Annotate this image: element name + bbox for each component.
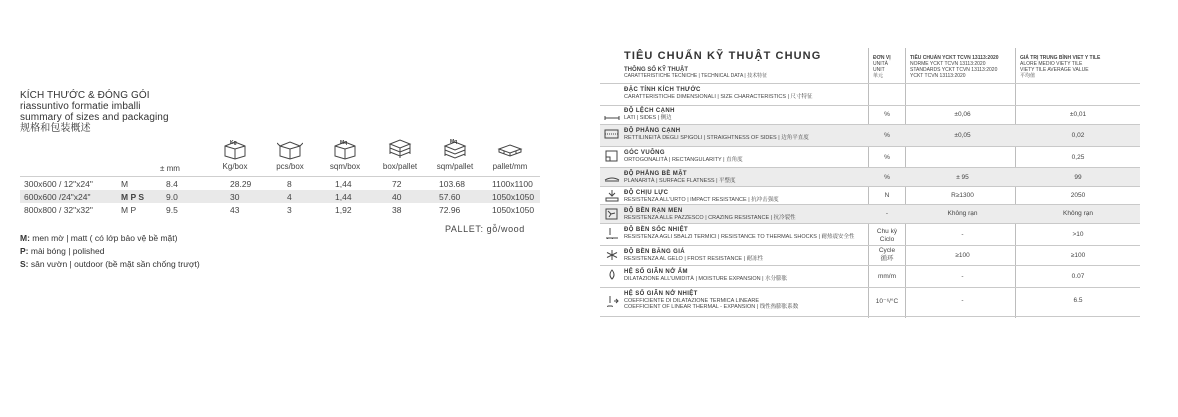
- standard-header-zh: YCKT TCVN 13113:2020: [910, 73, 966, 79]
- legend-text: sân vườn | outdoor (bề mặt sần chống trượt): [28, 259, 200, 269]
- row-value: 0,02: [1071, 132, 1085, 139]
- table-row: [600, 125, 1140, 147]
- row-sqm-pallet: 103.68: [439, 179, 465, 189]
- row-title: ĐỘ LỆCH CẠNH: [624, 108, 675, 114]
- row-mm: 9.5: [166, 205, 178, 215]
- value-header-zh: 平均值: [1020, 73, 1036, 79]
- row-size: 800x800 / 32"x32": [24, 205, 93, 215]
- pcs-box-label: pcs/box: [276, 162, 304, 171]
- row-sub: RESISTENZA AL GELO | FROST RESISTANCE | 耐冻性: [624, 255, 764, 262]
- value-header-it: ALORE MEDIO VIETY TILE: [1020, 61, 1083, 67]
- table-row: [600, 224, 1140, 246]
- legend-item: [20, 232, 200, 245]
- row-finish: M P S: [121, 192, 144, 202]
- legend-text: mài bóng | polished: [28, 246, 105, 256]
- tech-data-subtitle: [624, 67, 767, 79]
- row-size: 600x600 /24"x24": [24, 192, 91, 202]
- legend-item: [20, 245, 200, 258]
- row-label: [624, 249, 763, 262]
- row-unit: mm/m: [877, 273, 897, 280]
- pallet-mm-icon: [480, 138, 540, 171]
- unit-header-en: UNIT: [873, 67, 885, 73]
- row-sub: RETTILINEITÀ DEGLI SPIGOLI | STRAIGHTNESS OF SIDES | 边角平直度: [624, 134, 809, 141]
- row-unit-line: Ciclo: [879, 236, 895, 243]
- finish-legend: [20, 232, 200, 271]
- row-title: ĐỘ BỀN BĂNG GIÁ: [624, 249, 686, 255]
- box-pallet-icon: [370, 138, 430, 171]
- table-row: [20, 177, 540, 190]
- row-unit-line: 循环: [880, 255, 894, 262]
- title-it: riassuntivo formatie imballi: [20, 101, 141, 112]
- row-unit: %: [884, 174, 890, 181]
- pcs-box-icon: [260, 138, 320, 171]
- title-zh: 规格和包装概述: [20, 123, 91, 134]
- sqm-box-label: sqm/box: [329, 162, 361, 171]
- legend-item: [20, 258, 200, 271]
- row-pallet-mm: 1100x1100: [492, 179, 533, 189]
- value-header-vi: GIÁ TRỊ TRUNG BÌNH VIET Y TILE: [1020, 55, 1101, 61]
- row-sub: ORTOGONALITÀ | RECTANGULARITY | 直角度: [624, 156, 743, 163]
- sqm-pallet-icon: [425, 138, 485, 171]
- row-title: ĐỘ BỀN RẠN MEN: [624, 208, 683, 214]
- standard-header-en: STANDARDS YCKT TCVN 13113:2020: [910, 67, 998, 73]
- unit-header-vi: ĐƠN VỊ: [873, 55, 891, 61]
- table-row: [600, 168, 1140, 187]
- row-label: [624, 190, 779, 203]
- row-value: 0.07: [1071, 273, 1085, 280]
- row-label: [624, 171, 736, 184]
- row-sub: DILATAZIONE ALL'UMIDITÀ | MOISTURE EXPANSION | 水分膨胀: [624, 275, 788, 282]
- row-standard: R≥1300: [951, 192, 974, 199]
- row-label: [624, 269, 787, 282]
- standard-header: [910, 55, 999, 79]
- row-unit: N: [884, 192, 890, 199]
- row-value: 2050: [1070, 192, 1086, 199]
- row-sub: RESISTENZA ALLE PAZZESCO | CRAZING RESISTANCE | 抗冷裂性: [624, 214, 796, 221]
- row-standard: Không rạn: [947, 210, 978, 217]
- row-kg-box: 30: [230, 192, 240, 202]
- row-sub: PLANARITÀ | SURFACE FLATNESS | 平整度: [624, 177, 736, 184]
- row-sub: RESISTENZA ALL'URTO | IMPACT RESISTANCE | 抗冲击强度: [624, 196, 779, 203]
- packaging-icons-row: [160, 138, 540, 178]
- side-length-icon: [604, 108, 620, 120]
- row-size: 300x600 / 12"x24": [24, 179, 93, 189]
- pallet-mm-label: pallet/mm: [492, 162, 528, 171]
- row-title: GÓC VUÔNG: [624, 150, 665, 156]
- row-sub: COEFFICIENT OF LINEAR THERMAL - EXPANSION | 线性热膨胀系数: [624, 304, 799, 310]
- table-row: [600, 246, 1140, 266]
- unit-header: [873, 55, 891, 79]
- row-box-pallet: 72: [392, 179, 402, 189]
- row-unit-line: Cycle: [878, 247, 896, 254]
- row-value: 6.5: [1073, 297, 1083, 304]
- sqm-box-icon: [315, 138, 375, 171]
- svg-text:Mq: Mq: [450, 139, 458, 145]
- dimensional-section-text: [624, 87, 813, 100]
- row-sqm-pallet: 57.60: [439, 192, 461, 202]
- row-label: [624, 150, 743, 163]
- straightness-icon: [604, 128, 620, 140]
- row-label: [624, 128, 809, 141]
- dimensional-section: [600, 83, 1140, 106]
- row-standard: -: [961, 273, 964, 280]
- row-pallet-mm: 1050x1050: [492, 192, 535, 202]
- legend-text: men mờ | matt ( có lớp bảo vệ bề mặt): [29, 233, 178, 243]
- thermal-expansion-icon: [604, 295, 620, 307]
- unit-header-zh: 单元: [873, 73, 884, 79]
- title-vi: KÍCH THƯỚC & ĐÓNG GÓI: [20, 90, 150, 101]
- row-mm: 8.4: [166, 179, 178, 189]
- crazing-icon: [604, 208, 620, 220]
- row-mm: 9.0: [166, 192, 178, 202]
- rectangularity-icon: [604, 150, 620, 162]
- row-finish: M P: [121, 205, 137, 215]
- row-label: [624, 208, 796, 221]
- row-value: Không rạn: [1063, 210, 1093, 217]
- table-row: [600, 266, 1140, 288]
- row-sub: COEFFICIENTE DI DILATAZIONE TERMICA LINEARE: [624, 297, 760, 304]
- row-pallet-mm: 1050x1050: [492, 205, 535, 215]
- sizes-packaging-title: [20, 90, 169, 134]
- row-unit: %: [884, 111, 890, 118]
- row-label: [624, 291, 798, 311]
- dimensional-sub: CARATTERISTICHE DIMENSIONALI | SIZE CHARACTERISTICS | 尺寸特征: [624, 93, 813, 100]
- svg-text:Mq: Mq: [340, 140, 348, 146]
- row-title: HỆ SỐ GIÃN NỞ ẨM: [624, 269, 688, 275]
- kg-box-label: Kg/box: [222, 162, 248, 171]
- table-row: [600, 205, 1140, 224]
- row-value: ≥100: [1070, 252, 1086, 259]
- row-standard: ±0,05: [954, 132, 971, 139]
- table-row: [600, 105, 1140, 125]
- standard-header-it: NORME YCKT TCVN 13113:2020: [910, 61, 986, 67]
- table-row: [20, 190, 540, 203]
- title-en: summary of sizes and packaging: [20, 112, 169, 123]
- row-value: >10: [1072, 231, 1084, 238]
- legend-key: M:: [20, 233, 30, 243]
- row-title: ĐỘ PHẲNG BỀ MẶT: [624, 171, 687, 177]
- row-title: HỆ SỐ GIÃN NỞ NHIỆT: [624, 291, 698, 297]
- thickness-mm-label: ± mm: [160, 164, 180, 173]
- row-unit: [870, 247, 904, 263]
- value-header: [1020, 55, 1100, 79]
- impact-icon: [604, 190, 620, 202]
- legend-key: S:: [20, 259, 29, 269]
- tech-data-heading: THÔNG SỐ KỸ THUẬT: [624, 67, 688, 73]
- row-standard: -: [961, 297, 964, 304]
- moisture-icon: [604, 269, 620, 281]
- row-kg-box: 43: [230, 205, 240, 215]
- row-title: ĐỘ PHẲNG CẠNH: [624, 128, 681, 134]
- row-title: ĐỘ BỀN SỐC NHIỆT: [624, 227, 689, 233]
- row-standard: ± 95: [956, 174, 969, 181]
- value-header-en: VIETY TILE AVERAGE VALUE: [1020, 67, 1089, 73]
- dimensional-title: ĐẶC TÍNH KÍCH THƯỚC: [624, 87, 701, 93]
- thermal-shock-icon: [604, 227, 620, 239]
- row-value: 0,25: [1071, 154, 1085, 161]
- row-box-pallet: 40: [392, 192, 402, 202]
- row-value: ±0,01: [1069, 111, 1087, 118]
- row-sqm-pallet: 72.96: [439, 205, 461, 215]
- row-pcs-box: 3: [287, 205, 292, 215]
- row-standard: ±0,06: [954, 111, 971, 118]
- unit-header-it: UNITÀ: [873, 61, 888, 67]
- flatness-icon: [604, 171, 620, 183]
- tech-standards-title: TIÊU CHUẨN KỸ THUẬT CHUNG: [624, 50, 822, 62]
- legend-key: P:: [20, 246, 29, 256]
- table-row: [20, 203, 540, 216]
- svg-text:Kg: Kg: [230, 140, 237, 146]
- row-unit: -: [885, 210, 889, 217]
- row-value: 99: [1074, 174, 1082, 181]
- row-box-pallet: 38: [392, 205, 402, 215]
- row-unit: [870, 228, 904, 244]
- row-kg-box: 28.29: [230, 179, 252, 189]
- row-unit: %: [884, 132, 890, 139]
- table-row: [600, 147, 1140, 168]
- row-unit: 10⁻⁶/°C: [875, 298, 899, 305]
- row-sub: RESISTENZA AGLI SBALZI TERMICI | RESISTANCE TO THERMAL SHOCKS | 耐热震安全性: [624, 233, 855, 240]
- row-label: [624, 108, 675, 121]
- table-row: [600, 187, 1140, 205]
- row-sqm-box: 1,92: [335, 205, 352, 215]
- row-title: ĐỘ CHỊU LỰC: [624, 190, 669, 196]
- row-standard: ≥100: [955, 252, 970, 259]
- table-row: [600, 288, 1140, 317]
- sqm-pallet-label: sqm/pallet: [436, 162, 474, 171]
- row-standard: -: [961, 231, 964, 238]
- row-finish: M: [121, 179, 129, 189]
- row-unit: %: [884, 154, 890, 161]
- row-unit-line: Chu kỳ: [876, 228, 898, 235]
- frost-icon: [604, 249, 620, 261]
- row-sqm-box: 1,44: [335, 192, 352, 202]
- row-sub: LATI | SIDES | 侧边: [624, 114, 672, 121]
- kg-box-icon: [205, 138, 265, 171]
- row-pcs-box: 8: [287, 179, 292, 189]
- row-label: [624, 227, 854, 240]
- sizes-table: [20, 176, 540, 216]
- box-pallet-label: box/pallet: [382, 162, 418, 171]
- pallet-note: PALLET: gỗ/wood: [445, 224, 525, 234]
- tech-data-sub: CARATTERISTICHE TECNICHE | TECHNICAL DATA | 技术特征: [624, 73, 768, 79]
- row-pcs-box: 4: [287, 192, 292, 202]
- row-sqm-box: 1,44: [335, 179, 352, 189]
- standard-header-vi: TIÊU CHUẨN YCKT TCVN 13113:2020: [910, 55, 999, 61]
